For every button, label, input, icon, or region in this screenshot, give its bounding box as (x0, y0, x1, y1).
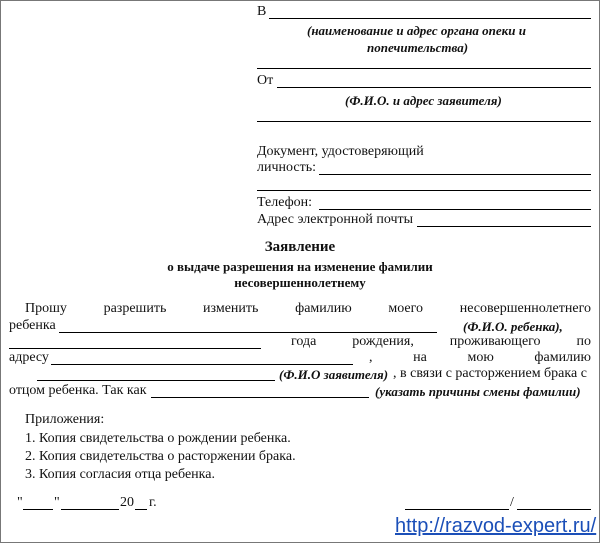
reason-label: отцом ребенка. Так как (9, 383, 147, 398)
doc-label-2: личность: (257, 160, 316, 175)
signature-name-line (517, 509, 591, 510)
reason-line (151, 397, 369, 398)
word: рождения, (352, 334, 414, 349)
phone-line (319, 209, 591, 210)
date-year-line (135, 509, 147, 510)
birth-year-line (9, 348, 261, 349)
date-month-line (61, 509, 119, 510)
child-label: ребенка (9, 318, 56, 333)
body-line-3 (291, 334, 591, 350)
doc-title: Заявление (264, 239, 336, 255)
applicant-line (277, 87, 591, 88)
signature-line (405, 509, 509, 510)
organ-line-2 (257, 68, 591, 69)
address-label: адресу (9, 350, 49, 365)
date-quote-close: " (54, 495, 60, 510)
word: моего (388, 301, 424, 316)
doc-subtitle-1: о выдаче разрешения на изменение фамилии (167, 259, 433, 274)
applicant-line-2 (257, 121, 591, 122)
attachment-item: 1. Копия свидетельства о рождении ребенка. (25, 431, 291, 446)
organ-hint-2: попечительства) (367, 40, 469, 55)
organ-hint: (наименование и адрес органа опеки и (307, 23, 526, 38)
attachment-item: 2. Копия свидетельства о расторжении брака. (25, 449, 296, 464)
doc-label: Документ, удостоверяющий (257, 144, 424, 159)
date-quote-open: " (17, 495, 23, 510)
body-line-1 (9, 301, 591, 317)
attachments-heading: Приложения: (25, 412, 105, 427)
word: фамилию (534, 350, 591, 365)
date-year-prefix: 20 (120, 495, 134, 510)
phone-label: Телефон: (257, 195, 313, 210)
word: года (291, 334, 317, 349)
word: фамилию (295, 301, 352, 316)
word: разрешить (103, 301, 167, 316)
child-name-line (59, 332, 437, 333)
email-label: Адрес электронной почты (257, 212, 414, 227)
date-year-suffix: г. (149, 495, 157, 510)
body-line-4 (369, 350, 591, 366)
from-label: От (257, 73, 274, 88)
word: изменить (203, 301, 259, 316)
word: по (576, 334, 591, 349)
word: , (369, 350, 373, 365)
word: Прошу (25, 301, 67, 316)
word: проживающего (449, 334, 541, 349)
divorce-text: , в связи с расторжением брака с (393, 366, 587, 381)
address-line (51, 364, 353, 365)
organ-line (269, 18, 591, 19)
to-label: В (257, 4, 267, 19)
email-line (417, 226, 591, 227)
word: несовершеннолетнего (459, 301, 591, 316)
child-hint: (Ф.И.О. ребенка), (463, 319, 563, 334)
signature-separator: / (510, 495, 514, 510)
doc-subtitle-2: несовершеннолетнему (234, 275, 366, 290)
word: на (413, 350, 427, 365)
word: мою (467, 350, 494, 365)
doc-line-2 (257, 190, 591, 191)
attachment-item: 3. Копия согласия отца ребенка. (25, 467, 215, 482)
reason-hint: (указать причины смены фамилии) (375, 384, 581, 399)
applicant-name-line (37, 380, 275, 381)
date-day-line (23, 509, 53, 510)
doc-line (319, 174, 591, 175)
applicant-hint: (Ф.И.О. и адрес заявителя) (345, 93, 502, 108)
watermark-link[interactable]: http://razvod-expert.ru/ (395, 515, 597, 537)
applicant-name-hint: (Ф.И.О заявителя) (279, 367, 389, 382)
